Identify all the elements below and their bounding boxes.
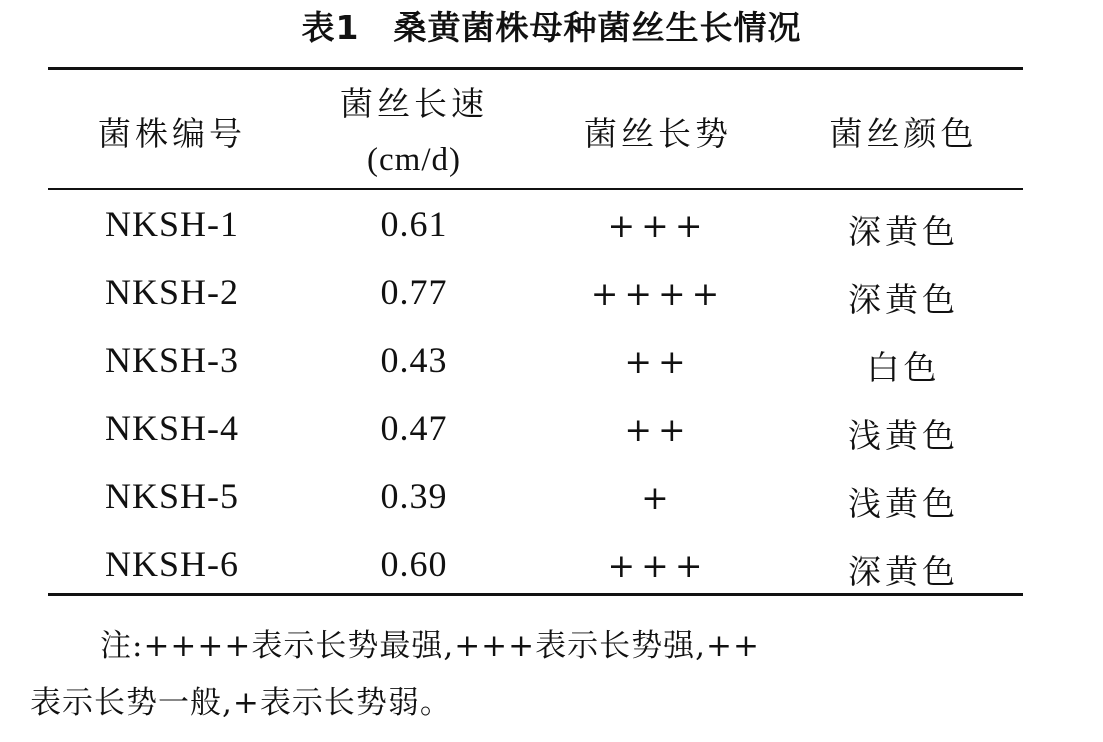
header-growth-rate: 菌丝长速 — [340, 84, 488, 123]
table-row-5-vigor: + — [641, 478, 675, 517]
table-row-6-color: 深黄色 — [848, 552, 959, 591]
table-row-1-color: 深黄色 — [848, 212, 959, 251]
header-strain-id: 菌株编号 — [98, 114, 246, 153]
table-row-2-vigor: ++++ — [590, 274, 726, 313]
table-row-2-id: NKSH-2 — [104, 272, 239, 312]
table-row-6-id: NKSH-6 — [104, 544, 239, 584]
table-row-3-vigor: ++ — [624, 342, 692, 381]
table-row-4-color: 浅黄色 — [848, 416, 959, 455]
table-note-line-1: 注:++++表示长势最强,+++表示长势强,++ — [100, 628, 760, 664]
header-mycelium-color: 菌丝颜色 — [829, 114, 978, 153]
table-row-3-color: 白色 — [866, 348, 941, 387]
table-row-2-color: 深黄色 — [848, 280, 959, 319]
table-number: 表1 — [301, 8, 360, 47]
table-row-1-id: NKSH-1 — [104, 204, 239, 244]
table-row-5-color: 浅黄色 — [848, 484, 959, 523]
table-row-1-vigor: +++ — [607, 206, 709, 245]
table-note-line-2: 表示长势一般,+表示长势弱。 — [30, 685, 452, 721]
table-row-6-vigor: +++ — [607, 546, 709, 585]
bottom-rule — [48, 593, 1023, 596]
header-rule — [48, 188, 1023, 190]
header-growth-rate-unit: (cm/d) — [367, 142, 461, 178]
table-row-3-id: NKSH-3 — [104, 340, 239, 380]
table-caption: 桑黄菌株母种菌丝生长情况 — [393, 8, 802, 47]
table-row-4-vigor: ++ — [624, 410, 692, 449]
table-row-4-rate: 0.47 — [380, 408, 448, 448]
table-row-6-rate: 0.60 — [380, 544, 448, 584]
table-row-5-id: NKSH-5 — [104, 476, 239, 516]
table-row-3-rate: 0.43 — [380, 340, 448, 380]
table-row-4-id: NKSH-4 — [104, 408, 239, 448]
top-rule — [48, 67, 1023, 70]
table-row-5-rate: 0.39 — [380, 476, 448, 516]
table-title — [0, 6, 1103, 50]
header-growth-vigor: 菌丝长势 — [584, 114, 732, 153]
table-row-1-rate: 0.61 — [380, 204, 448, 244]
table-row-2-rate: 0.77 — [380, 272, 448, 312]
